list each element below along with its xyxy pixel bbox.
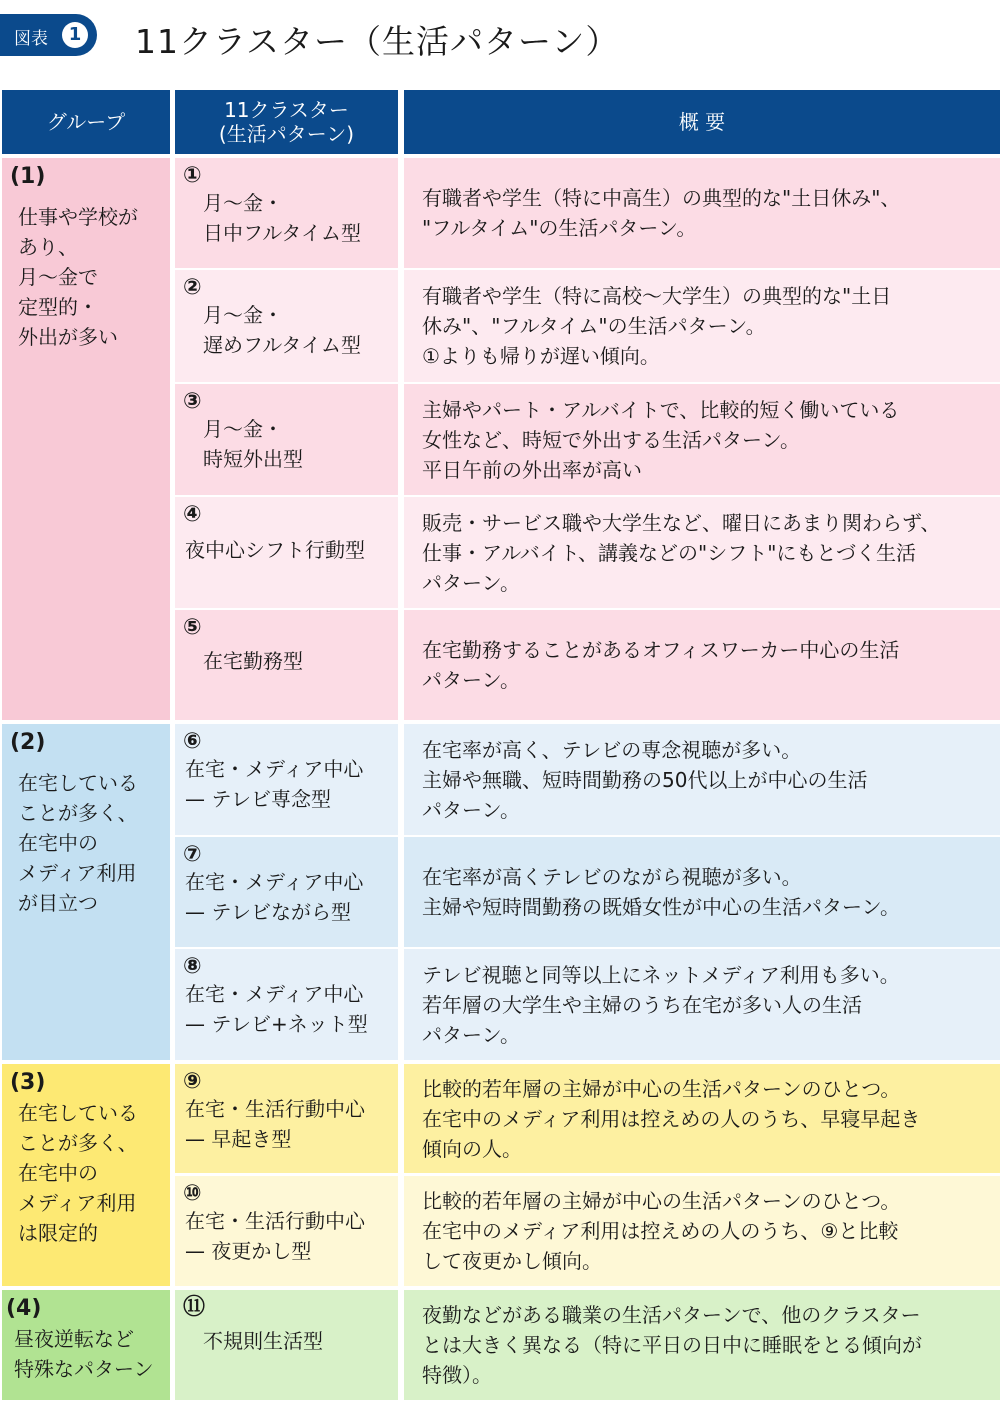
cluster-summary: 夜勤などがある職業の生活パターンで、他のクラスター とは大きく異なる（特に平日の日中に睡眠をとる傾向が 特徴）。: [404, 1290, 1000, 1400]
figure-badge: [0, 14, 97, 56]
group-description: 在宅している ことが多く、 在宅中の メディア利用 が目立つ: [18, 771, 138, 915]
cluster-cell: [175, 1290, 398, 1400]
group-number: (3): [10, 1070, 46, 1095]
cluster-number: ④: [183, 502, 202, 527]
cluster-summary: 在宅勤務することがあるオフィスワーカー中心の生活 パターン。: [404, 610, 1000, 720]
figure-label: 図表: [14, 29, 48, 49]
cluster-cell: [175, 270, 398, 382]
cluster-number: ⑪: [183, 1295, 206, 1320]
cluster-number: ⑩: [183, 1181, 202, 1206]
cluster-summary: 比較的若年層の主婦が中心の生活パターンのひとつ。 在宅中のメディア利用は控えめの人のうち、早寝早起き 傾向の人。: [404, 1064, 1000, 1173]
cluster-name: 在宅・生活行動中心 — 夜更かし型: [185, 1209, 365, 1263]
cluster-name: 在宅・生活行動中心 — 早起き型: [185, 1097, 365, 1151]
group-description: 仕事や学校が あり、 月～金で 定型的・ 外出が多い: [18, 205, 138, 349]
group-cell: [2, 1290, 170, 1400]
cluster-cell: [175, 724, 398, 835]
cluster-name: 在宅・メディア中心 — テレビながら型: [185, 870, 364, 924]
header-summary: 概 要: [404, 90, 1000, 154]
cluster-number: ①: [183, 163, 202, 188]
cluster-cell: [175, 158, 398, 268]
cluster-summary: 在宅率が高く、テレビの専念視聴が多い。 主婦や無職、短時間勤務の50代以上が中心の生活 パターン。: [404, 724, 1000, 835]
cluster-summary: 主婦やパート・アルバイトで、比較的短く働いている 女性など、時短で外出する生活パターン。 平日午前の外出率が高い: [404, 384, 1000, 495]
cluster-name: 在宅・メディア中心 — テレビ専念型: [185, 757, 364, 811]
cluster-summary: テレビ視聴と同等以上にネットメディア利用も多い。 若年層の大学生や主婦のうち在宅が多い人の生活 パターン。: [404, 949, 1000, 1060]
cluster-summary: 販売・サービス職や大学生など、曜日にあまり関わらず、 仕事・アルバイト、講義などの"シフト"にもとづく生活 パターン。: [404, 497, 1000, 608]
cluster-name: 月～金・ 遅めフルタイム型: [203, 303, 361, 357]
group-number: (1): [10, 164, 46, 189]
cluster-cell: [175, 949, 398, 1060]
group-number: (4): [6, 1296, 42, 1321]
page-title: 11クラスター（生活パターン）: [135, 22, 620, 61]
cluster-cell: [175, 497, 398, 608]
group-cell: [2, 158, 170, 720]
cluster-cell: [175, 1064, 398, 1173]
cluster-number: ⑤: [183, 615, 202, 640]
cluster-number: ⑦: [183, 842, 202, 867]
group-description: 在宅している ことが多く、 在宅中の メディア利用 は限定的: [18, 1101, 138, 1245]
cluster-name: 在宅勤務型: [203, 649, 303, 673]
group-cell: [2, 724, 170, 1060]
cluster-name: 月～金・ 時短外出型: [203, 417, 303, 471]
cluster-number: ⑧: [183, 954, 202, 979]
header-group: グループ: [2, 90, 170, 154]
header-cluster: 11クラスター (生活パターン): [175, 90, 398, 154]
group-cell: [2, 1064, 170, 1286]
cluster-summary: 有職者や学生（特に中高生）の典型的な"土日休み"、 "フルタイム"の生活パターン。: [404, 158, 1000, 268]
figure-number: 1: [62, 22, 88, 48]
cluster-number: ②: [183, 275, 202, 300]
cluster-cell: [175, 837, 398, 947]
cluster-summary: 比較的若年層の主婦が中心の生活パターンのひとつ。 在宅中のメディア利用は控えめの人のうち、⑨と比較 して夜更かし傾向。: [404, 1176, 1000, 1286]
cluster-name: 不規則生活型: [203, 1329, 323, 1353]
cluster-number: ③: [183, 389, 202, 414]
group-number: (2): [10, 730, 46, 755]
cluster-summary: 在宅率が高くテレビのながら視聴が多い。 主婦や短時間勤務の既婚女性が中心の生活パターン。: [404, 837, 1000, 947]
cluster-cell: [175, 1176, 398, 1286]
group-description: 昼夜逆転など 特殊なパターン: [14, 1327, 154, 1381]
cluster-name: 在宅・メディア中心 — テレビ+ネット型: [185, 982, 368, 1036]
cluster-number: ⑨: [183, 1069, 202, 1094]
cluster-name: 月～金・ 日中フルタイム型: [203, 191, 361, 245]
cluster-summary: 有職者や学生（特に高校～大学生）の典型的な"土日 休み"、"フルタイム"の生活パターン。 ①よりも帰りが遅い傾向。: [404, 270, 1000, 382]
cluster-cell: [175, 610, 398, 720]
cluster-cell: [175, 384, 398, 495]
cluster-number: ⑥: [183, 729, 202, 754]
cluster-name: 夜中心シフト行動型: [185, 538, 365, 562]
